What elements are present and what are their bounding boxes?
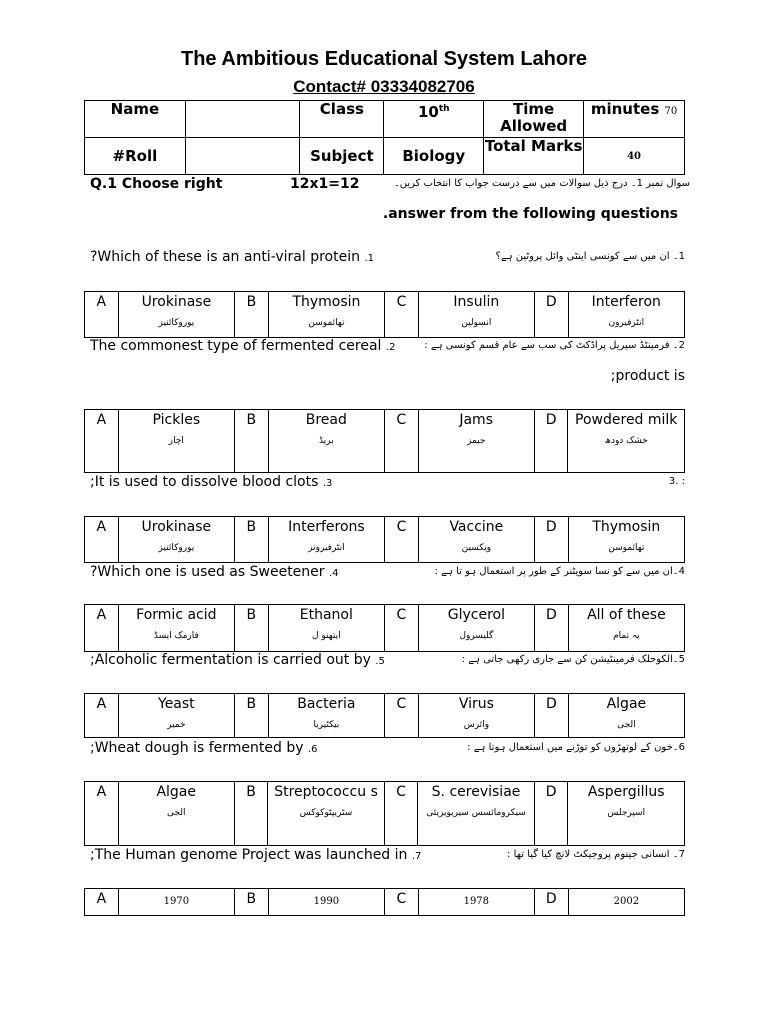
option-letter: C (385, 292, 419, 338)
option-a: Formic acid فارمک ایسڈ (118, 605, 234, 652)
roll-label: #Roll (85, 138, 186, 175)
option-b: Streptococcu s سٹریپٹوکوکس (268, 782, 384, 846)
option-b: 1990 (268, 889, 384, 916)
option-letter: D (534, 694, 568, 738)
question-5: ;Alcoholic fermentation is carried out by .5 5۔الکوحلک فرمینٹیشن کن سے جاری رکھی جاتی ہے : (90, 652, 685, 668)
name-field (185, 101, 300, 138)
class-label: Class (300, 101, 384, 138)
option-letter: C (384, 889, 418, 916)
option-a: Algae الجی (118, 782, 234, 846)
question-2: The commonest type of fermented cereal .2 2۔ فرمینٹڈ سیریل پراڈکٹ کی سب سے عام قسم کونسی ہے : (90, 338, 685, 354)
option-a: Pickles اچار (118, 410, 234, 473)
name-label: Name (85, 101, 186, 138)
option-a: Yeast خمیر (118, 694, 234, 738)
option-letter: B (234, 782, 268, 846)
option-letter: D (534, 889, 568, 916)
student-info-table (84, 100, 685, 175)
option-letter: D (534, 410, 568, 473)
option-a: Urokinase یوروکائنیز (118, 292, 234, 338)
option-letter: A (85, 889, 119, 916)
option-letter: A (85, 605, 119, 652)
q1-urdu-instruction: سوال نمبر 1۔ درج ذیل سوالات میں سے درست جواب کا انتخاب کریں۔ (393, 178, 690, 189)
options-table-7 (84, 888, 685, 916)
question-text: ;Wheat dough is fermented by (90, 740, 304, 756)
q1-label: Q.1 Choose right (90, 176, 223, 192)
option-letter: B (235, 292, 269, 338)
option-d: 2002 (568, 889, 684, 916)
total-marks-value: 40 (584, 138, 685, 175)
option-d: Thymosin تھائموسن (568, 517, 684, 563)
option-b: Thymosin تھائموسن (268, 292, 384, 338)
question-urdu: : .3 (668, 476, 685, 487)
option-letter: D (534, 782, 568, 846)
option-c: Vaccine ویکسین (418, 517, 534, 563)
option-b: Bacteria بیکٹیریا (268, 694, 384, 738)
option-letter: C (384, 410, 418, 473)
question-urdu: 1۔ ان میں سے کونسی اینٹی وائل پروٹین ہے؟ (495, 251, 685, 262)
question-urdu: 6۔خون کے لوتھڑوں کو توڑنے میں استعمال ہوتا ہے : (467, 742, 685, 753)
subject-value: Biology (384, 138, 484, 175)
option-letter: B (234, 605, 268, 652)
option-letter: B (235, 517, 269, 563)
question-urdu: 7۔ انسانی جینوم پروجیکٹ لانچ کیا گیا تھا : (507, 849, 685, 860)
time-allowed-label: Time Allowed (484, 101, 584, 138)
question-7: ;The Human genome Project was launched in .7 7۔ انسانی جینوم پروجیکٹ لانچ کیا گیا تھا : (90, 847, 685, 863)
option-c: Insulin انسولین (418, 292, 534, 338)
option-letter: B (234, 694, 268, 738)
options-table-2 (84, 409, 685, 473)
option-a: 1970 (118, 889, 234, 916)
question-6: ;Wheat dough is fermented by .6 6۔خون کے لوتھڑوں کو توڑنے میں استعمال ہوتا ہے : (90, 740, 685, 756)
option-b: Bread بریڈ (268, 410, 384, 473)
option-letter: C (384, 605, 418, 652)
option-letter: C (385, 517, 419, 563)
question-3: ;It is used to dissolve blood clots .3 : .3 (90, 474, 685, 490)
option-b: Ethanol ایتھنو ل (268, 605, 384, 652)
question-urdu: 5۔الکوحلک فرمینٹیشن کن سے جاری رکھی جاتی ہے : (461, 654, 685, 665)
question-text: ;Alcoholic fermentation is carried out by (90, 652, 371, 668)
options-table-1 (84, 291, 685, 338)
question-4: ?Which one is used as Sweetener .4 4۔ان میں سے کو نسا سویٹنر کے طور پر استعمال ہو تا ہے : (90, 564, 685, 580)
contact-line (0, 77, 768, 97)
q1-heading (90, 176, 690, 196)
option-b: Interferons انٹرفیرونز (268, 517, 384, 563)
options-table-6 (84, 781, 685, 846)
question-text: The commonest type of fermented cereal (90, 338, 382, 354)
question-text: ?Which of these is an anti-viral protein (90, 249, 360, 265)
question-urdu: 2۔ فرمینٹڈ سیریل پراڈکٹ کی سب سے عام قسم کونسی ہے : (424, 340, 685, 351)
option-letter: B (234, 410, 268, 473)
option-d: Interferon انٹرفیرون (568, 292, 684, 338)
options-table-5 (84, 693, 685, 738)
option-d: Aspergillus اسپرجلس (568, 782, 685, 846)
question-2-continuation: ;product is (610, 368, 685, 384)
option-letter: D (535, 605, 569, 652)
option-c: 1978 (418, 889, 534, 916)
q1-marks: 12x1=12 (290, 176, 360, 192)
option-c: Virus وائرس (418, 694, 534, 738)
option-c: Glycerol گلیسرول (418, 605, 534, 652)
question-urdu: 4۔ان میں سے کو نسا سویٹنر کے طور پر استعمال ہو تا ہے : (434, 566, 685, 577)
option-c: Jams جیمز (418, 410, 534, 473)
option-letter: C (385, 694, 419, 738)
option-d: All of these یہ تمام (568, 605, 684, 652)
option-letter: C (384, 782, 418, 846)
option-letter: A (85, 292, 119, 338)
class-value: 10th (384, 101, 484, 138)
option-a: Urokinase یوروکائنیز (118, 517, 234, 563)
question-1: ?Which of these is an anti-viral protein .1 1۔ ان میں سے کونسی اینٹی وائل پروٹین ہے؟ (90, 249, 685, 265)
option-d: Algae الجی (568, 694, 684, 738)
school-title: The Ambitious Educational System Lahore (181, 48, 587, 70)
question-text: ?Which one is used as Sweetener (90, 564, 325, 580)
subject-label: Subject (300, 138, 384, 175)
option-letter: A (85, 410, 119, 473)
contact-number: Contact# 03334082706 (293, 77, 475, 96)
option-letter: B (234, 889, 268, 916)
time-allowed-value: minutes 70 (584, 101, 685, 138)
option-c: S. cerevisiae سیکرومائسس سیریویزیئی (418, 782, 534, 846)
total-marks-label: Total Marks (484, 138, 584, 175)
option-letter: A (85, 517, 119, 563)
question-text: ;It is used to dissolve blood clots (90, 474, 319, 490)
options-table-3 (84, 516, 685, 563)
q1-instruction-continuation: .answer from the following questions (382, 206, 678, 222)
option-d: Powdered milk خشک دودھ (568, 410, 685, 473)
option-letter: A (85, 694, 119, 738)
options-table-4 (84, 604, 685, 652)
roll-field (185, 138, 300, 175)
option-letter: D (534, 292, 568, 338)
option-letter: A (85, 782, 119, 846)
option-letter: D (534, 517, 568, 563)
question-text: ;The Human genome Project was launched in (90, 847, 408, 863)
